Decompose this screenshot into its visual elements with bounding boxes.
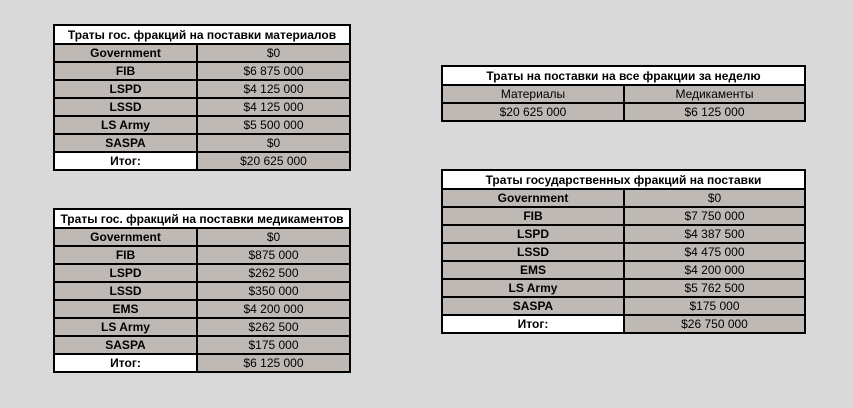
medicine-title: Траты гос. фракций на поставки медикаментов — [54, 209, 350, 228]
table-row: Government $0 — [54, 228, 350, 246]
table-row: LSSD $350 000 — [54, 282, 350, 300]
weekly-table — [441, 65, 806, 122]
table-row: EMS $4 200 000 — [442, 261, 805, 279]
table-row: LS Army $5 762 500 — [442, 279, 805, 297]
table-row: FIB $7 750 000 — [442, 207, 805, 225]
total-row: Итог: $26 750 000 — [442, 315, 805, 333]
table-row: LS Army $262 500 — [54, 318, 350, 336]
materials-title: Траты гос. фракций на поставки материалов — [54, 25, 350, 44]
table-row: SASPA $175 000 — [54, 336, 350, 354]
table-row: LSPD $4 387 500 — [442, 225, 805, 243]
table-row: SASPA $175 000 — [442, 297, 805, 315]
table-row: Government $0 — [54, 44, 350, 62]
column-header-medicine: Медикаменты — [624, 85, 805, 103]
table-row: LSSD $4 475 000 — [442, 243, 805, 261]
total-row: Итог: $6 125 000 — [54, 354, 350, 372]
table-header-row — [442, 85, 805, 103]
table-row: LSPD $262 500 — [54, 264, 350, 282]
table-row: FIB $6 875 000 — [54, 62, 350, 80]
table-row: FIB $875 000 — [54, 246, 350, 264]
materials-table — [53, 24, 351, 171]
table-row: SASPA $0 — [54, 134, 350, 152]
table-row: LSPD $4 125 000 — [54, 80, 350, 98]
state-factions-table — [441, 169, 806, 334]
total-row: Итог: $20 625 000 — [54, 152, 350, 170]
table-row: LS Army $5 500 000 — [54, 116, 350, 134]
table-row: LSSD $4 125 000 — [54, 98, 350, 116]
column-header-materials: Материалы — [442, 85, 624, 103]
state-title: Траты государственных фракций на поставки — [442, 170, 805, 189]
weekly-title: Траты на поставки на все фракции за неделю — [442, 66, 805, 85]
table-row: EMS $4 200 000 — [54, 300, 350, 318]
table-row: $20 625 000 $6 125 000 — [442, 103, 805, 121]
medicine-table — [53, 208, 351, 373]
table-row: Government $0 — [442, 189, 805, 207]
